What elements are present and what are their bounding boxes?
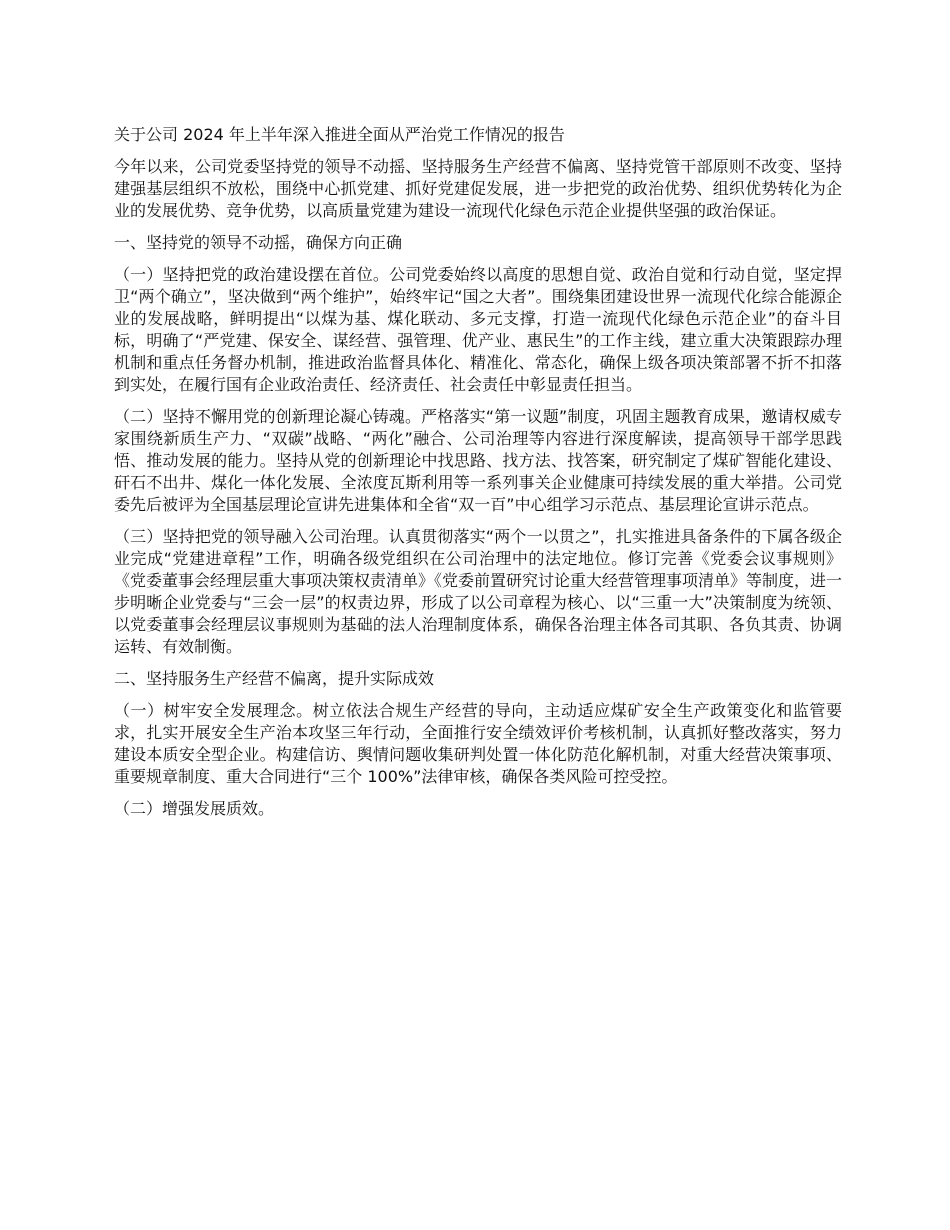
document-title: 关于公司 2024 年上半年深入推进全面从严治党工作情况的报告 <box>114 125 565 144</box>
section-2-item-2: （二）增强发展质效。 <box>114 799 275 818</box>
section-1-item-3: （三）坚持把党的领导融入公司治理。认真贯彻落实“两个一以贯之”，扎实推进具备条件的下属各级企业完成“党建进章程”工作，明确各级党组织在公司治理中的法定地位。修订完善《党委会议事规则》《党委董事会经理层重大事项决策权责清单》《党委前置研究讨论重大经营管理事项清单》等制度，进一步明晰企业党委与“三会一层”的权责边界，形成了以公司章程为核心、以“三重一大”决策制度为统领、以党委董事会经理层议事规则为基础的法人治理制度体系，确保各治理主体各司其职、各负其责、协调运转、有效制衡。 <box>114 527 843 656</box>
section-heading-1: 一、坚持党的领导不动摇，确保方向正确 <box>114 233 403 252</box>
intro-paragraph: 今年以来，公司党委坚持党的领导不动摇、坚持服务生产经营不偏离、坚持党管干部原则不改变、坚持建强基层组织不放松，围绕中心抓党建、抓好党建促发展，进一步把党的政治优势、组织优势转化为企业的发展优势、竞争优势，以高质量党建为建设一流现代化绿色示范企业提供坚强的政治保证。 <box>114 157 842 220</box>
section-heading-2: 二、坚持服务生产经营不偏离，提升实际成效 <box>114 669 435 688</box>
section-1-item-1: （一）坚持把党的政治建设摆在首位。公司党委始终以高度的思想自觉、政治自觉和行动自觉，坚定捍卫“两个确立”，坚决做到“两个维护”，始终牢记“国之大者”。围绕集团建设世界一流现代化综合能源企业的发展战略，鲜明提出“以煤为基、煤化联动、多元支撑，打造一流现代化绿色示范企业”的奋斗目标，明确了“严党建、保安全、谋经营、强管理、优产业、惠民生”的工作主线，建立重大决策跟踪办理机制和重点任务督办机制，推进政治监督具体化、精准化、常态化，确保上级各项决策部署不折不扣落到实处，在履行国有企业政治责任、经济责任、社会责任中彰显责任担当。 <box>114 265 842 394</box>
section-2-item-1: （一）树牢安全发展理念。树立依法合规生产经营的导向，主动适应煤矿安全生产政策变化和监管要求，扎实开展安全生产治本攻坚三年行动，全面推行安全绩效评价考核机制，认真抓好整改落实，努力建设本质安全型企业。构建信访、舆情问题收集研判处置一体化防范化解机制，对重大经营决策事项、重要规章制度、重大合同进行“三个 100%”法律审核，确保各类风险可控受控。 <box>114 701 842 786</box>
section-1-item-2: （二）坚持不懈用党的创新理论凝心铸魂。严格落实“第一议题”制度，巩固主题教育成果，邀请权威专家围绕新质生产力、“双碳”战略、“两化”融合、公司治理等内容进行深度解读，提高领导干部学思践悟、推动发展的能力。坚持从党的创新理论中找思路、找方法、找答案，研究制定了煤矿智能化建设、矸石不出井、煤化一体化发展、全浓度瓦斯利用等一系列事关企业健康可持续发展的重大举措。公司党委先后被评为全国基层理论宣讲先进集体和全省“双一百”中心组学习示范点、基层理论宣讲示范点。 <box>114 407 842 514</box>
document-page <box>114 124 842 830</box>
